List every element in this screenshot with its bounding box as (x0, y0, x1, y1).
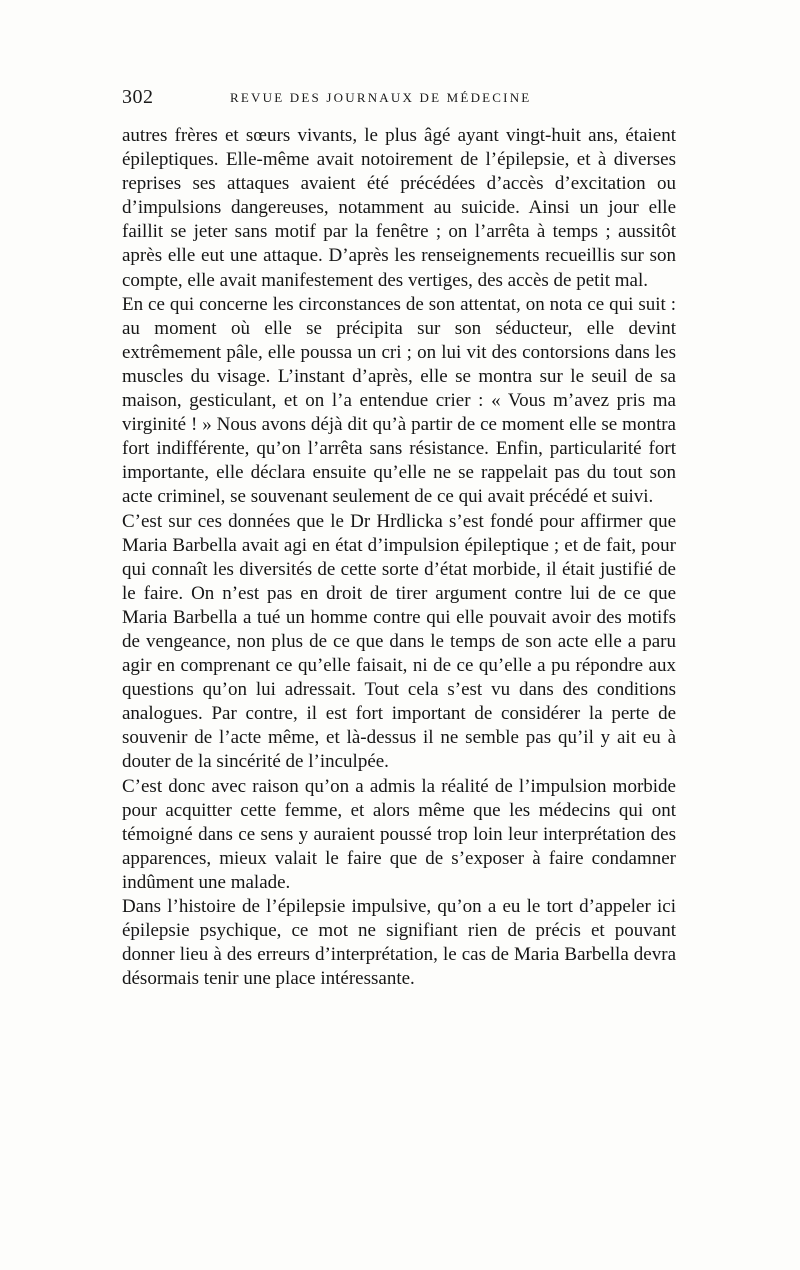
paragraph-4: C’est donc avec raison qu’on a admis la réalité de l’impulsion morbide pour acquitter cette femme, et alors même que les médecins qui ont témoigné dans ce sens y auraient poussé trop loin leur interprétation des apparences, mieux valait le faire que de s’exposer à faire condamner indûment une malade. (122, 775, 676, 893)
paragraph-2: En ce qui concerne les circonstances de son attentat, on nota ce qui suit : au moment où elle se précipita sur son séducteur, elle devint extrêmement pâle, elle poussa un cri ; on lui vit des contorsions dans les muscles du visage. L’instant d’après, elle se montra sur le seuil de sa maison, gesticulant, et on l’a entendue crier : « Vous m’avez pris ma virginité ! » Nous avons déjà dit qu’à partir de ce moment elle se montra fort indifférente, qu’on l’arrêta sans résistance. Enfin, particularité fort importante, elle déclara ensuite qu’elle ne se rappelait pas du tout son acte criminel, se souvenant seulement de ce qui avait précédé et suivi. (122, 293, 676, 508)
page-header (122, 86, 678, 110)
paragraph-5: Dans l’histoire de l’épilepsie impulsive, qu’on a eu le tort d’appeler ici épilepsie psychique, ce mot ne signifiant rien de précis et pouvant donner lieu à des erreurs d’interprétation, le cas de Maria Barbella devra désormais tenir une place intéressante. (122, 896, 676, 990)
paragraph-1: autres frères et sœurs vivants, le plus âgé ayant vingt-huit ans, étaient épileptiques. Elle-même avait notoirement de l’épilepsie, et à diverses reprises ses attaques avaient été précédées d’accès d’excitation ou d’impulsions dangereuses, notamment au suicide. Ainsi un jour elle faillit se jeter sans motif par la fenêtre ; on l’arrêta à temps ; aussitôt après elle eut une attaque. D’après les renseignements recueillis sur son compte, elle avait manifestement des vertiges, des accès de petit mal. (122, 125, 676, 291)
page-body (122, 124, 676, 991)
page-number: 302 (122, 86, 154, 108)
paragraph-3: C’est sur ces données que le Dr Hrdlicka s’est fondé pour affirmer que Maria Barbella avait agi en état d’impulsion épileptique ; et de fait, pour qui connaît les diversités de cette sorte d’état morbide, il était justifié de le faire. On n’est pas en droit de tirer argument contre lui de ce que Maria Barbella a tué un homme contre qui elle pouvait avoir des motifs de vengeance, non plus de ce que dans le temps de son acte elle a paru agir en comprenant ce qu’elle faisait, ni de ce qu’elle a pu répondre aux questions qu’on lui adressait. Tout cela s’est vu dans des conditions analogues. Par contre, il est fort important de considérer la perte de souvenir de l’acte même, et là-dessus il ne semble pas qu’il y ait eu à douter de la sincérité de l’inculpée. (122, 510, 676, 773)
running-title: REVUE DES JOURNAUX DE MÉDECINE (230, 90, 532, 105)
